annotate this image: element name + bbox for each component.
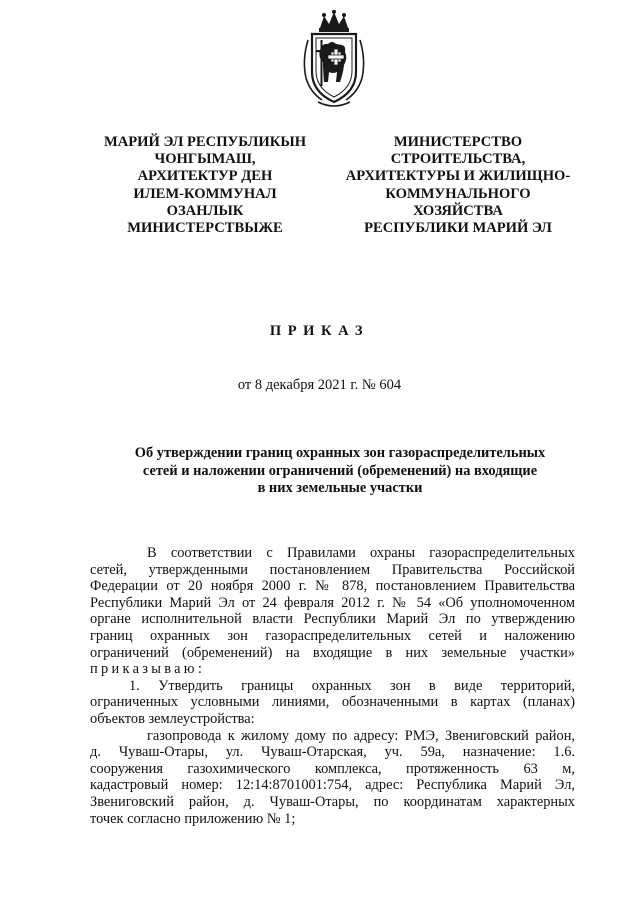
header-right-line: АРХИТЕКТУРЫ И ЖИЛИЩНО- bbox=[345, 168, 571, 185]
header-right-line: КОММУНАЛЬНОГО bbox=[385, 185, 531, 202]
header-left-line: МАРИЙ ЭЛ РЕСПУБЛИКЫН bbox=[103, 134, 307, 150]
header-left-line: ОЗАНЛЫК bbox=[166, 202, 244, 219]
header-left-line: ЧОНГЫМАШ, bbox=[154, 151, 256, 168]
body-line: Звениговский район, д. Чуваш-Отары, по координатам характерных bbox=[90, 793, 575, 810]
ministry-name-russian bbox=[334, 134, 582, 237]
order-date-number: от 8 декабря 2021 г. № 604 bbox=[237, 377, 402, 393]
header-left-line: МИНИСТЕРСТВЫЖЕ bbox=[127, 220, 283, 237]
paragraph-item-1 bbox=[90, 678, 575, 728]
order-body bbox=[90, 545, 575, 827]
body-line: Республики Марий Эл от 24 февраля 2012 г. № 54 «Об уполномоченном bbox=[90, 594, 575, 611]
body-line: сооружения газохимического комплекса, протяженность 63 м, bbox=[90, 760, 575, 777]
paragraph-preamble bbox=[90, 545, 575, 678]
body-line: Федерации от 20 ноября 2000 г. № 878, постановлением Правительства bbox=[90, 578, 575, 595]
header-left-line: ИЛЕМ-КОММУНАЛ bbox=[133, 185, 277, 202]
body-line: газопровода к жилому дому по адресу: РМЭ, Звениговский район, bbox=[147, 727, 575, 744]
subject-line: в них земельные участки bbox=[257, 480, 423, 497]
document-type-title: ПРИКАЗ bbox=[269, 323, 370, 339]
paragraph-gas-pipeline bbox=[90, 728, 575, 828]
coat-of-arms-icon bbox=[296, 10, 372, 110]
body-line: ограниченных условными линиями, обозначенными в картах (планах) bbox=[90, 694, 575, 711]
header-right-line: СТРОИТЕЛЬСТВА, bbox=[390, 151, 526, 168]
body-line: сетей, утвержденными постановлением Правительства Российской bbox=[90, 561, 575, 578]
subject-line: сетей и наложении ограничений (обременений) на входящие bbox=[142, 462, 538, 479]
body-line-order-word: приказываю: bbox=[90, 661, 206, 678]
header-right-line: РЕСПУБЛИКИ МАРИЙ ЭЛ bbox=[364, 220, 552, 237]
body-line: В соответствии с Правилами охраны газораспределительных bbox=[147, 545, 575, 561]
body-line: 1. Утвердить границы охранных зон в виде территорий, bbox=[129, 677, 575, 694]
body-line: д. Чуваш-Отары, ул. Чуваш-Отарская, уч. 59а, назначение: 1.6. bbox=[90, 744, 575, 761]
header-right-line: МИНИСТЕРСТВО bbox=[393, 134, 523, 150]
header-left-line: АРХИТЕКТУР ДЕН bbox=[137, 168, 273, 185]
body-line: объектов землеустройства: bbox=[90, 710, 255, 727]
body-line: органе исполнительной власти Республики Марий Эл по утверждению bbox=[90, 611, 575, 628]
body-line: ограничений (обременений) на входящие в них земельные участки» bbox=[90, 644, 575, 661]
subject-line: Об утверждении границ охранных зон газораспределительных bbox=[134, 445, 546, 461]
body-line: точек согласно приложению № 1; bbox=[90, 810, 296, 827]
ministry-name-mari bbox=[92, 134, 318, 237]
header-right-line: ХОЗЯЙСТВА bbox=[413, 202, 503, 219]
body-line: кадастровый номер: 12:14:8701001:754, адрес: Республика Марий Эл, bbox=[90, 777, 575, 794]
body-line: границ охранных зон газораспределительных сетей и наложению bbox=[90, 627, 575, 644]
order-subject bbox=[70, 445, 610, 498]
